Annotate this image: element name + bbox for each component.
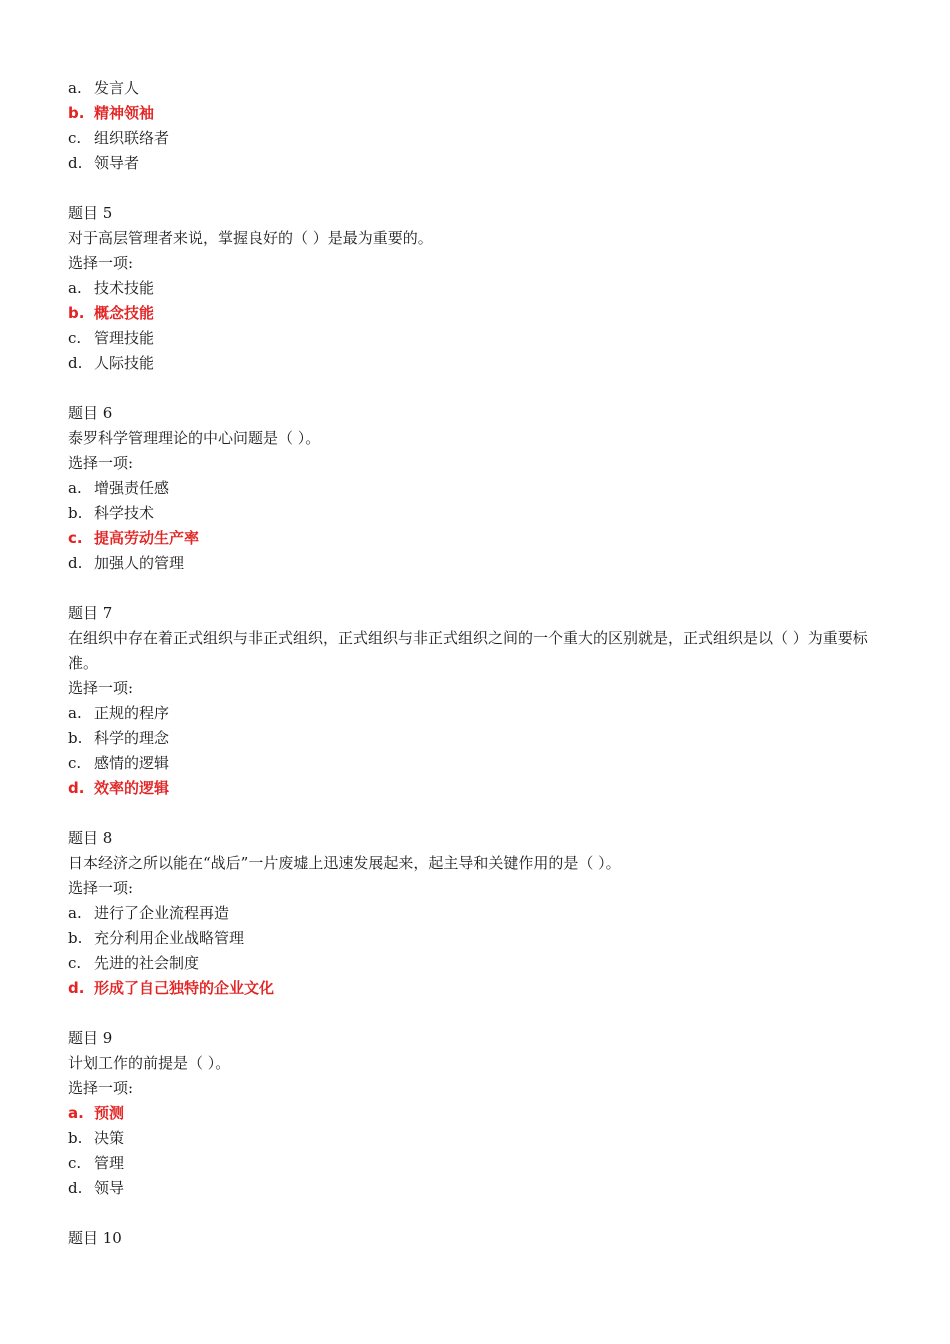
option-b: b. 科学技术 [68,504,155,522]
question-title: 题目 9 [68,1029,113,1047]
prev-question-options [68,76,888,176]
question-stem: 日本经济之所以能在“战后”一片废墟上迅速发展起来，起主导和关键作用的是（ ）。 [68,854,621,872]
option-a: a. 发言人 [68,79,140,97]
select-prompt: 选择一项: [68,254,134,272]
option-d: d. 领导者 [68,154,140,172]
option-c: c. 管理 [68,1154,125,1172]
option-b-correct: b. 精神领袖 [68,104,155,122]
option-a-correct: a. 预测 [68,1104,125,1122]
question-title: 题目 7 [68,604,113,622]
question-title: 题目 8 [68,829,113,847]
option-a: a. 正规的程序 [68,704,170,722]
option-b-correct: b. 概念技能 [68,304,155,322]
question-stem: 计划工作的前提是（ ）。 [68,1054,231,1072]
option-a: a. 增强责任感 [68,479,170,497]
option-c-correct: c. 提高劳动生产率 [68,529,200,547]
question-stem: 在组织中存在着正式组织与非正式组织，正式组织与非正式组织之间的一个重大的区别就是，正式组织是以（ ）为重要标准。 [68,629,868,672]
question-stem: 对于高层管理者来说，掌握良好的（ ）是最为重要的。 [68,229,433,247]
question-title: 题目 5 [68,204,113,222]
option-d: d. 人际技能 [68,354,155,372]
question-5 [68,201,888,376]
option-c: c. 感情的逻辑 [68,754,170,772]
question-8 [68,826,888,1001]
question-9 [68,1026,888,1201]
quiz-document [68,76,888,1251]
select-prompt: 选择一项: [68,454,134,472]
option-a: a. 技术技能 [68,279,155,297]
option-c: c. 先进的社会制度 [68,954,200,972]
option-d-correct: d. 效率的逻辑 [68,779,170,797]
option-d: d. 领导 [68,1179,125,1197]
question-7 [68,601,888,801]
option-b: b. 决策 [68,1129,125,1147]
option-d: d. 加强人的管理 [68,554,185,572]
option-a: a. 进行了企业流程再造 [68,904,230,922]
select-prompt: 选择一项: [68,1079,134,1097]
option-d-correct: d. 形成了自己独特的企业文化 [68,979,275,997]
question-title: 题目 6 [68,404,113,422]
question-6 [68,401,888,576]
option-b: b. 科学的理念 [68,729,170,747]
option-c: c. 组织联络者 [68,129,170,147]
select-prompt: 选择一项: [68,879,134,897]
question-stem: 泰罗科学管理理论的中心问题是（ ）。 [68,429,321,447]
option-b: b. 充分利用企业战略管理 [68,929,245,947]
question-10-title: 题目 10 [68,1229,122,1247]
select-prompt: 选择一项: [68,679,134,697]
option-c: c. 管理技能 [68,329,155,347]
